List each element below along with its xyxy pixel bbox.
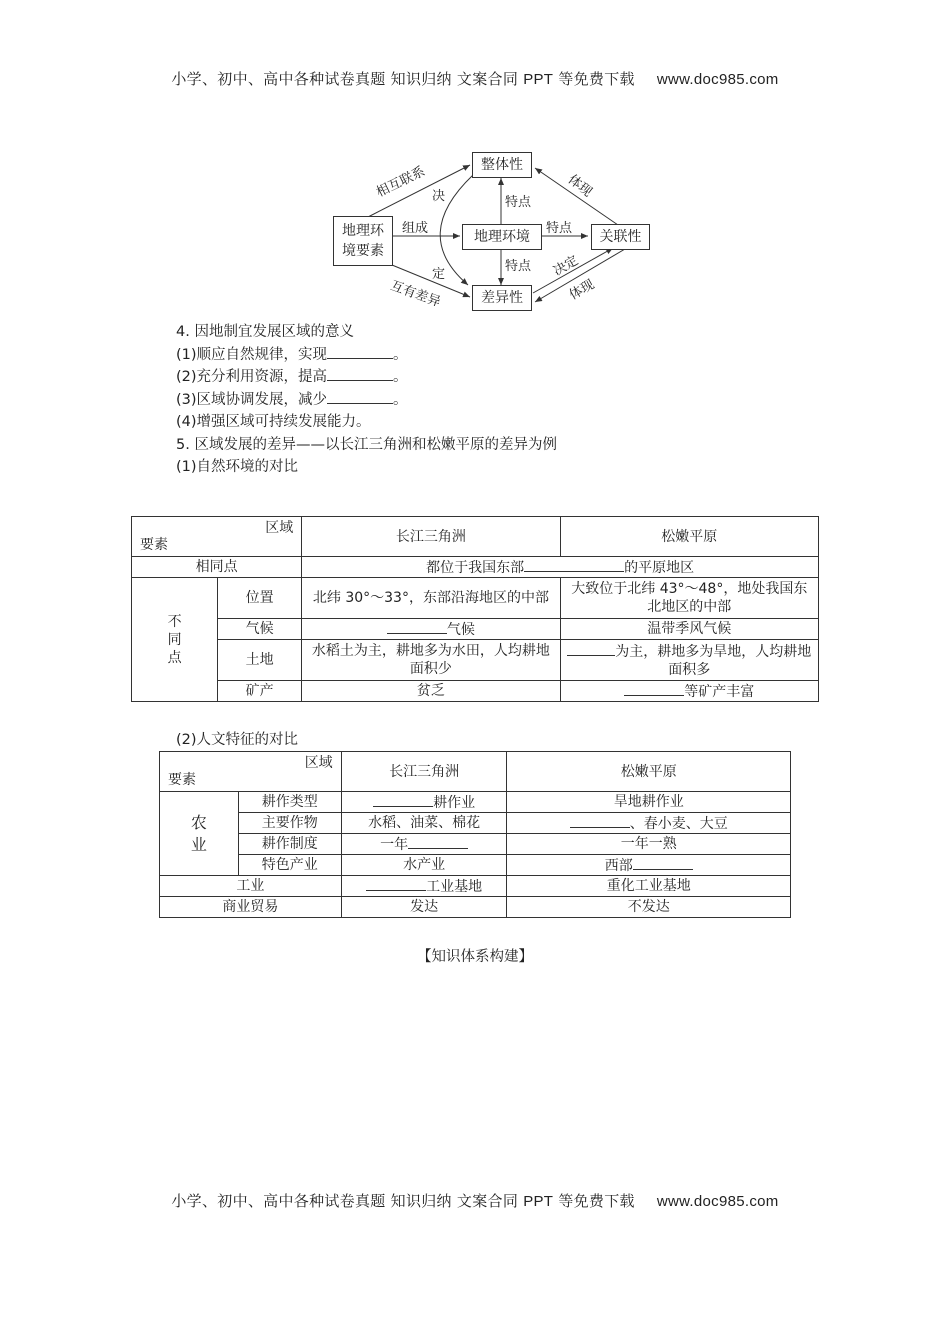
row-label-cropping-system: 耕作制度 [238, 834, 341, 855]
cell-yangtze-industry-text: 工业基地 [426, 879, 483, 895]
table-header-row [160, 752, 791, 792]
human-features-table [159, 751, 791, 918]
banner-url-link[interactable]: www.doc985.com [656, 71, 779, 88]
knowledge-system-title: 【知识体系构建】 [417, 949, 533, 965]
cell-yangtze-land: 水稻土为主，耕地多为水田，人均耕地面积少 [302, 640, 560, 681]
cell-songnen-cropping-system: 一年一熟 [507, 834, 791, 855]
banner-tail: 等免费下载 [553, 70, 635, 88]
row-label-land: 土地 [218, 640, 302, 681]
cell-songnen-minerals-text: 等矿产丰富 [684, 684, 755, 700]
banner-url-link[interactable]: www.doc985.com [656, 1193, 779, 1210]
label-embody-top: 体现 [564, 172, 595, 200]
table-row [160, 834, 791, 855]
cell-yangtze-farming-type-text: 耕作业 [433, 795, 476, 811]
row-label-special-industry: 特色产业 [238, 855, 341, 876]
label-feature-right: 特点 [546, 221, 573, 236]
cell-songnen-land [560, 640, 818, 681]
same-text-a: 都位于我国东部 [426, 560, 525, 576]
label-decide-bottom: 定 [432, 267, 446, 282]
table-header-row [132, 517, 819, 557]
cell-yangtze-special-industry: 水产业 [341, 855, 507, 876]
section-4-item-1 [176, 344, 557, 367]
banner-ppt: PPT [523, 71, 554, 88]
answer-blank[interactable] [567, 641, 615, 656]
item-2-suffix: 。 [393, 369, 408, 385]
cell-songnen-special-industry-text: 西部 [604, 858, 633, 874]
cell-yangtze-location: 北纬 30°～33°，东部沿海地区的中部 [302, 578, 560, 619]
answer-blank[interactable] [373, 792, 433, 807]
item-3-text: (3)区域协调发展，减少 [176, 391, 328, 408]
item-1-text: (1)顺应自然规律，实现 [176, 346, 328, 363]
section-5-sub2 [176, 729, 298, 752]
cell-yangtze-industry [341, 876, 507, 897]
diff-label-char: 点 [167, 649, 182, 666]
header-yangtze-delta: 长江三角洲 [341, 752, 507, 792]
cell-songnen-special-industry [507, 855, 791, 876]
cell-yangtze-cropping-system [341, 834, 507, 855]
cell-yangtze-main-crops: 水稻、油菜、棉花 [341, 813, 507, 834]
diff-label [132, 578, 218, 702]
cell-songnen-main-crops [507, 813, 791, 834]
same-label: 相同点 [132, 557, 302, 578]
cell-songnen-land-text: 为主，耕地多为旱地，人均耕地面积多 [615, 644, 812, 678]
cell-songnen-minerals [560, 681, 818, 702]
answer-blank[interactable] [624, 681, 684, 696]
table-row [160, 813, 791, 834]
table-row [132, 681, 819, 702]
row-label-main-crops: 主要作物 [238, 813, 341, 834]
cell-songnen-climate: 温带季风气候 [560, 619, 818, 640]
row-label-minerals: 矿产 [218, 681, 302, 702]
row-label-climate: 气候 [218, 619, 302, 640]
label-feature-up: 特点 [505, 195, 532, 210]
natural-environment-table [131, 516, 819, 702]
geo-environment-diagram [330, 145, 660, 320]
table-row [132, 578, 819, 619]
answer-blank[interactable] [570, 813, 630, 828]
section-4-title: 4. 因地制宜发展区域的意义 [176, 324, 354, 340]
answer-blank[interactable] [633, 855, 693, 870]
table-row-same [132, 557, 819, 578]
table-row-commerce [160, 897, 791, 918]
header-element: 要素 [140, 537, 168, 553]
answer-blank[interactable] [327, 344, 393, 359]
agriculture-label [160, 792, 239, 876]
header-region: 区域 [265, 520, 294, 536]
table-row [160, 855, 791, 876]
label-differ: 互有差异 [388, 278, 443, 311]
table-row-industry [160, 876, 791, 897]
diff-label-char: 同 [167, 631, 182, 648]
node-geo-environment: 地理环境 [462, 224, 542, 250]
answer-blank[interactable] [524, 557, 624, 572]
header-diagonal-cell [160, 752, 342, 792]
label-feature-down: 特点 [505, 259, 532, 274]
header-region: 区域 [304, 755, 333, 771]
cell-songnen-industry: 重化工业基地 [507, 876, 791, 897]
answer-blank[interactable] [366, 876, 426, 891]
node-integrity: 整体性 [472, 152, 532, 178]
cell-yangtze-commerce: 发达 [341, 897, 507, 918]
section-4-block [176, 321, 557, 479]
header-songnen-plain: 松嫩平原 [560, 517, 818, 557]
same-text [302, 557, 819, 578]
section-4-item-2 [176, 366, 557, 389]
label-decide-right: 决定 [550, 253, 582, 280]
node-geo-elements [333, 216, 393, 266]
label-compose: 组成 [402, 221, 429, 236]
row-label-farming-type: 耕作类型 [238, 792, 341, 813]
answer-blank[interactable] [387, 619, 447, 634]
row-label-location: 位置 [218, 578, 302, 619]
cell-yangtze-cropping-system-text: 一年 [380, 837, 409, 853]
banner-tail: 等免费下载 [553, 1192, 635, 1210]
node-geo-elements-line2: 境要素 [342, 243, 384, 259]
cell-yangtze-minerals: 贫乏 [302, 681, 560, 702]
label-embody-bottom: 体现 [566, 277, 598, 304]
node-difference: 差异性 [472, 285, 532, 311]
header-banner [0, 68, 950, 89]
table-row [132, 640, 819, 681]
node-geo-elements-line1: 地理环 [342, 223, 384, 239]
cell-yangtze-farming-type [341, 792, 507, 813]
item-2-text: (2)充分利用资源，提高 [176, 369, 328, 385]
answer-blank[interactable] [327, 389, 393, 404]
agriculture-label-char: 业 [190, 834, 207, 854]
section-5-sub2-text: (2)人文特征的对比 [176, 732, 299, 748]
section-4-item-4 [176, 411, 557, 434]
cell-yangtze-climate-text: 气候 [446, 622, 475, 638]
header-songnen-plain: 松嫩平原 [507, 752, 791, 792]
node-correlation: 关联性 [591, 224, 650, 250]
cell-songnen-commerce: 不发达 [507, 897, 791, 918]
header-yangtze-delta: 长江三角洲 [302, 517, 560, 557]
banner-text: 小学、初中、高中各种试卷真题 知识归纳 文案合同 [171, 1192, 524, 1210]
table-row [132, 619, 819, 640]
section-5-sub1: (1)自然环境的对比 [176, 459, 299, 475]
header-element: 要素 [168, 772, 196, 788]
banner-text: 小学、初中、高中各种试卷真题 知识归纳 文案合同 [171, 70, 524, 88]
header-diagonal-cell [132, 517, 302, 557]
agriculture-label-char: 农 [190, 812, 207, 832]
table-row [160, 792, 791, 813]
answer-blank[interactable] [327, 366, 393, 381]
label-decide-top: 决 [432, 189, 446, 204]
cell-songnen-main-crops-text: 、春小麦、大豆 [629, 816, 728, 832]
footer-banner [0, 1190, 950, 1211]
cell-songnen-farming-type: 旱地耕作业 [507, 792, 791, 813]
section-5-title: 5. 区域发展的差异——以长江三角洲和松嫩平原的差异为例 [176, 436, 557, 453]
row-label-industry: 工业 [160, 876, 342, 897]
cell-songnen-location: 大致位于北纬 43°～48°，地处我国东北地区的中部 [560, 578, 818, 619]
banner-ppt: PPT [523, 1193, 554, 1210]
diff-label-char: 不 [167, 613, 182, 630]
item-4-text: (4)增强区域可持续发展能力。 [176, 414, 371, 430]
answer-blank[interactable] [408, 834, 468, 849]
item-1-suffix: 。 [393, 346, 408, 363]
label-interconnect: 相互联系 [374, 164, 428, 201]
same-text-b: 的平原地区 [624, 560, 695, 576]
section-4-item-3 [176, 389, 557, 412]
row-label-commerce: 商业贸易 [160, 897, 342, 918]
item-3-suffix: 。 [393, 391, 408, 408]
cell-yangtze-climate [302, 619, 560, 640]
